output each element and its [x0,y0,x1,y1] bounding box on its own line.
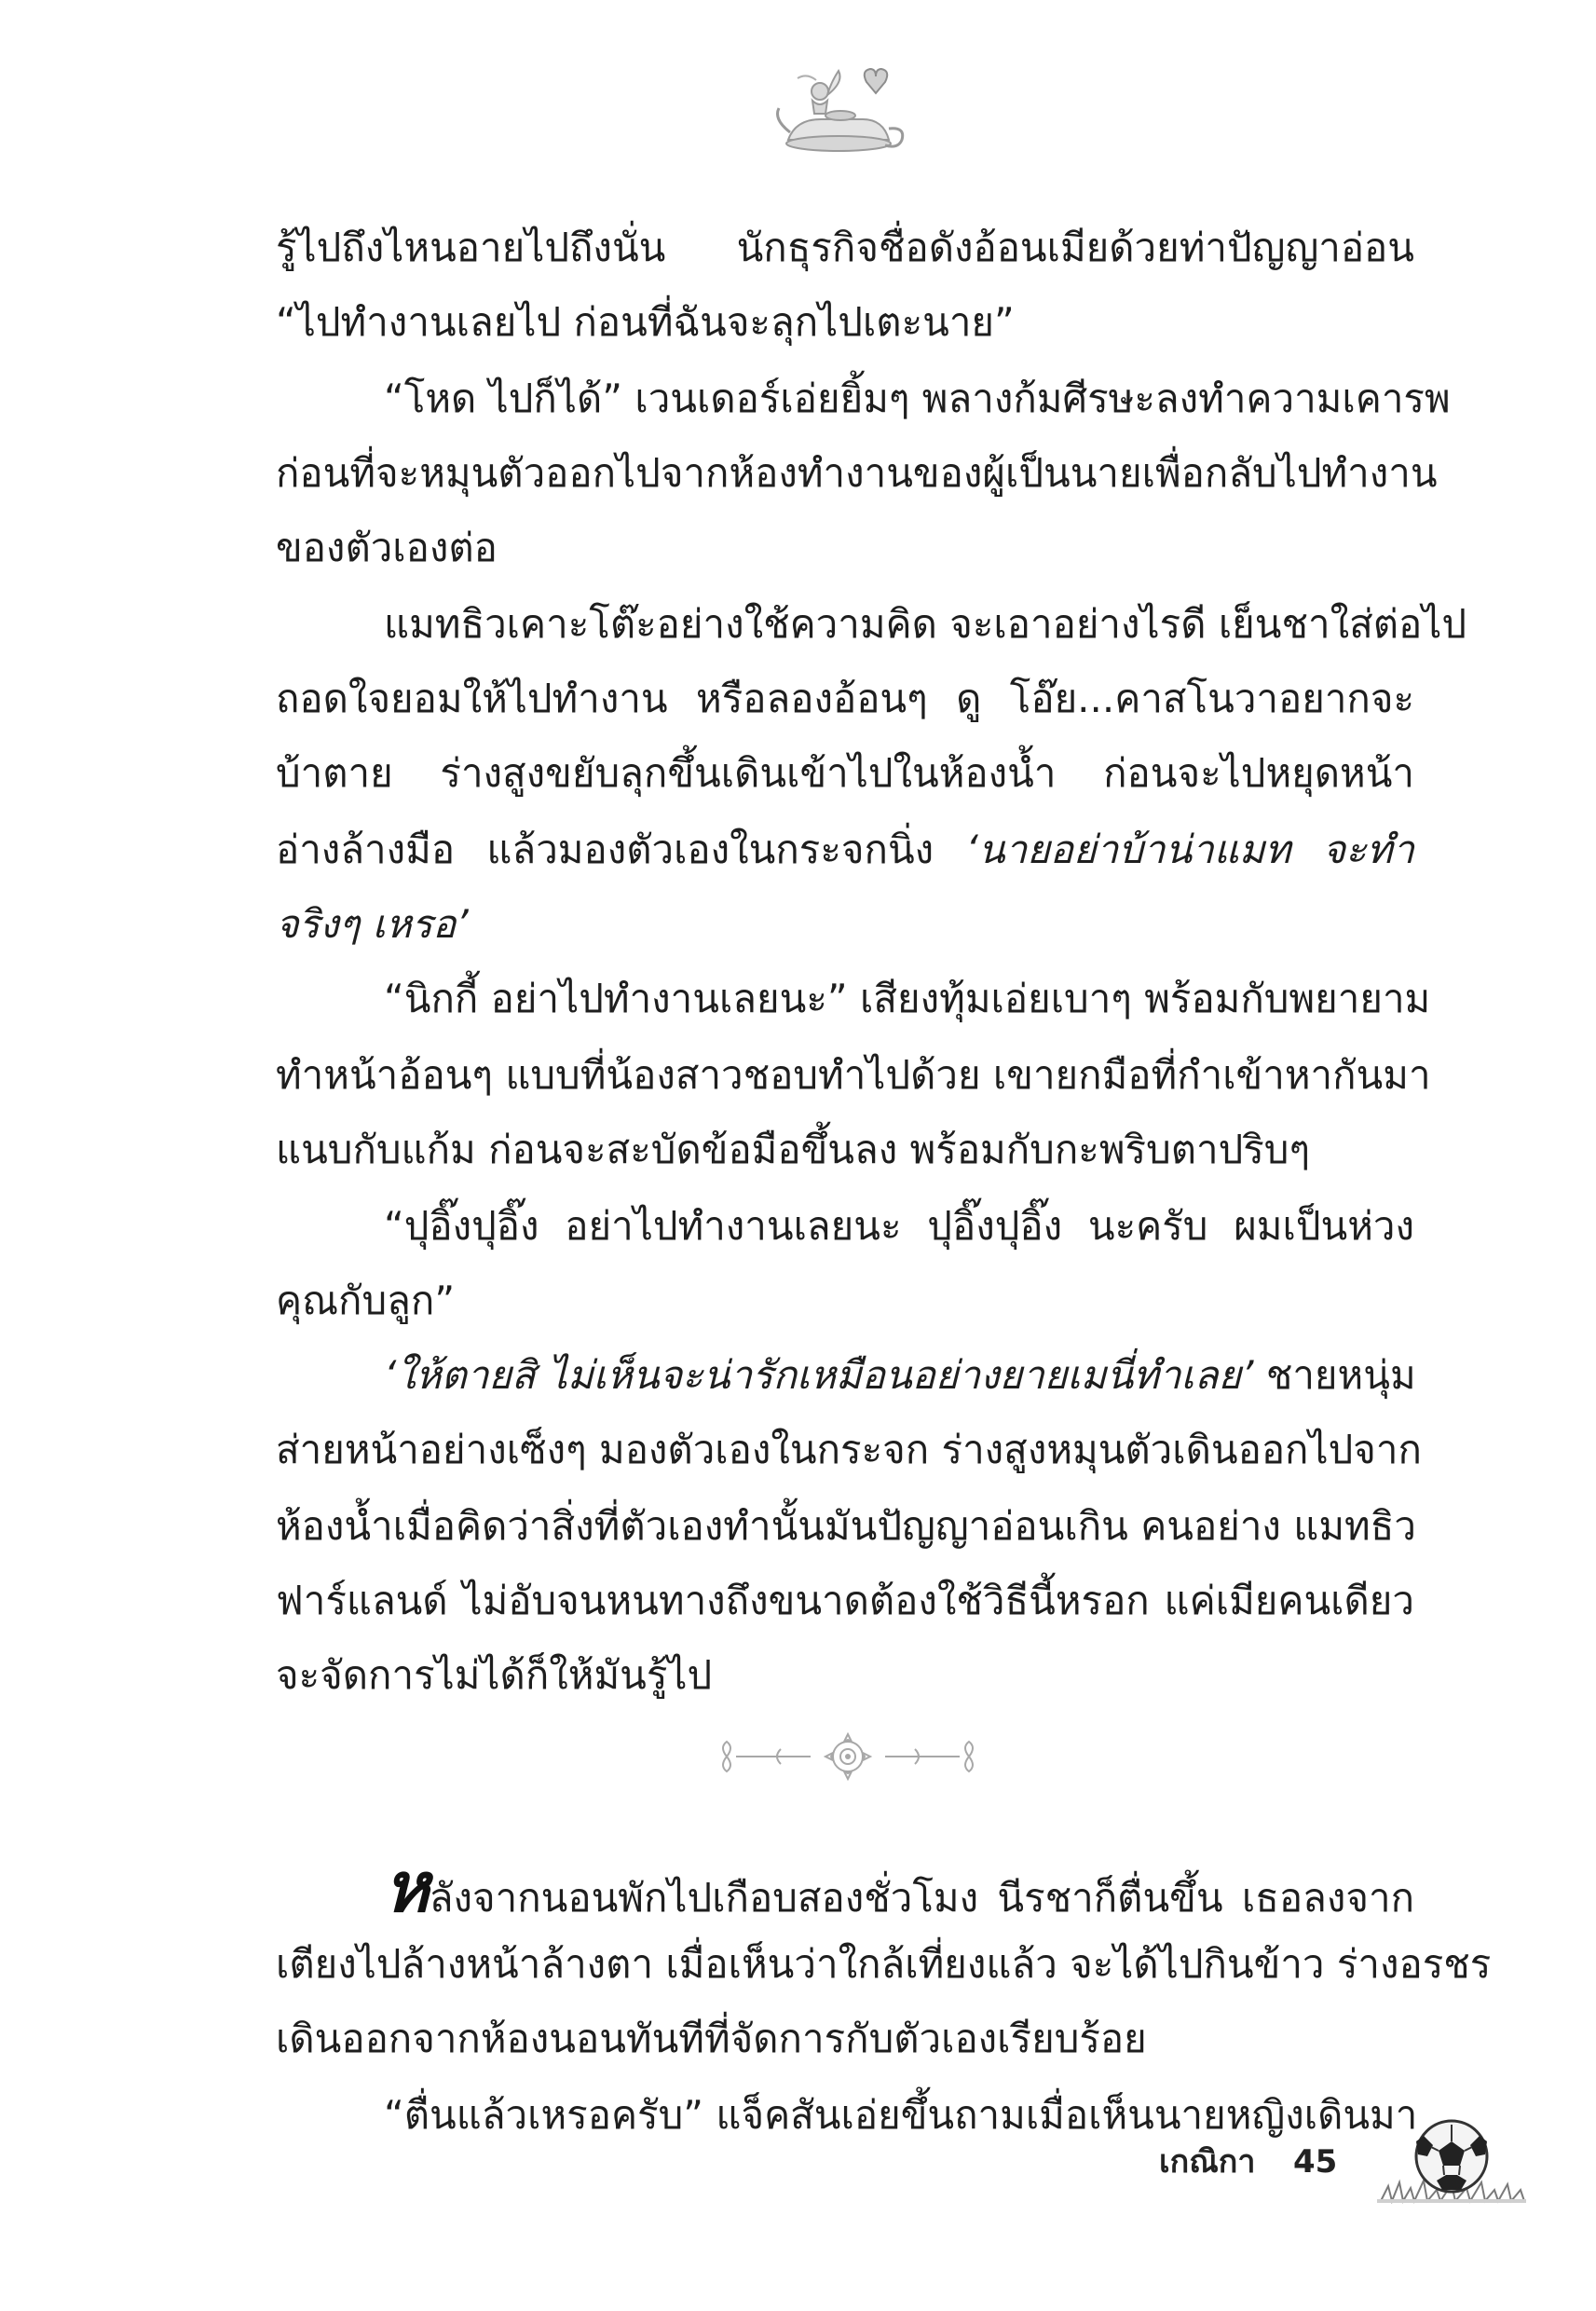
paragraph-line: “โหด ไปก็ได้” เวนเดอร์เอ่ยยิ้มๆ พลางก้มศีรษะลงทำความเคารพ [384,376,1451,421]
paragraph-line [384,1338,1414,1413]
football-icon [1377,2108,1526,2210]
paragraph-line: ก่อนที่จะหมุนตัวออกไปจากห้องทำงานของผู้เป็นนายเพื่อกลับไปทำงาน [276,450,1438,496]
paragraph-line: ส่ายหน้าอย่างเซ็งๆ มองตัวเองในกระจก ร่างสูงหมุนตัวเดินออกไปจาก [276,1427,1422,1472]
paragraph-line: บ้าตาย ร่างสูงขยับลุกขึ้นเดินเข้าไปในห้องน้ำ ก่อนจะไปหยุดหน้า [276,750,1414,796]
paragraph-line: จะจัดการไม่ได้ก็ให้มันรู้ไป [276,1652,713,1698]
paragraph-line: คุณกับลูก” [276,1278,456,1323]
paragraph-line [384,1848,1414,1928]
paragraph-line: “ตื่นแล้วเหรอครับ” แจ็คสันเอ่ยขึ้นถามเมื่อเห็นนายหญิงเดินมา [384,2092,1418,2138]
paragraph-line: เดินออกจากห้องนอนทันทีที่จัดการกับตัวเองเรียบร้อย [276,2016,1147,2061]
paragraph-line: ฟาร์แลนด์ ไม่อับจนหนทางถึงขนาดต้องใช้วิธีนี้หรอก แค่เมียคนเดียว [276,1578,1414,1623]
paragraph-line: รู้ไปถึงไหนอายไปถึงนั่น นักธุรกิจชื่อดังอ้อนเมียด้วยท่าปัญญาอ่อน [276,225,1414,270]
inner-thought-line: จริงๆ เหรอ’ [276,901,469,947]
line-text: ลังจากนอนพักไปเกือบสองชั่วโมง นีรชาก็ตื่นขึ้น เธอลงจาก [429,1875,1414,1921]
paragraph-line: ห้องน้ำเมื่อคิดว่าสิ่งที่ตัวเองทำนั้นมันปัญญาอ่อนเกิน คนอย่าง แมทธิว [276,1503,1416,1549]
paragraph-line: แนบกับแก้ม ก่อนจะสะบัดข้อมือขึ้นลง พร้อมกับกะพริบตาปริบๆ [276,1127,1311,1172]
paragraph-line: ของตัวเองต่อ [276,525,498,570]
inner-thought-text: ‘นายอย่าบ้าน่าแมท จะทำ [965,827,1414,872]
line-text: อ่างล้างมือ แล้วมองตัวเองในกระจกนิ่ง [276,827,934,872]
teapot-emblem-icon [770,54,909,166]
paragraph-line: แมทธิวเคาะโต๊ะอย่างใช้ความคิด จะเอาอย่างไรดี เย็นชาใส่ต่อไป [384,601,1467,647]
inner-thought-text: ‘ให้ตายสิ ไม่เห็นจะน่ารักเหมือนอย่างยายเมนี่ทำเลย’ [384,1352,1254,1398]
paragraph-line: “ปุอิ๊งปุอิ๊ง อย่าไปทำงานเลยนะ ปุอิ๊งปุอิ๊ง นะครับ ผมเป็นห่วง [384,1203,1414,1249]
paragraph-line: “ไปทำงานเลยไป ก่อนที่ฉันจะลุกไปเตะนาย” [276,299,1015,345]
paragraph-line: ถอดใจยอมให้ไปทำงาน หรือลองอ้อนๆ ดู โอ๊ย...คาสโนวาอยากจะ [276,676,1414,721]
line-text: ชายหนุ่ม [1265,1352,1416,1398]
paragraph-line [276,813,1414,887]
paragraph-line: เตียงไปล้างหน้าล้างตา เมื่อเห็นว่าใกล้เที่ยงแล้ว จะได้ไปกินข้าว ร่างอรชร [276,1941,1492,1987]
page-number: 45 [1293,2143,1338,2181]
drop-cap: ห [384,1848,430,1928]
book-title-footer: เกณิกา [1159,2143,1256,2181]
ornament-divider-icon [708,1729,988,1785]
paragraph-line: ทำหน้าอ้อนๆ แบบที่น้องสาวชอบทำไปด้วย เขายกมือที่กำเข้าหากันมา [276,1052,1431,1098]
paragraph-line: “นิกกี้ อย่าไปทำงานเลยนะ” เสียงทุ้มเอ่ยเบาๆ พร้อมกับพยายาม [384,976,1431,1021]
